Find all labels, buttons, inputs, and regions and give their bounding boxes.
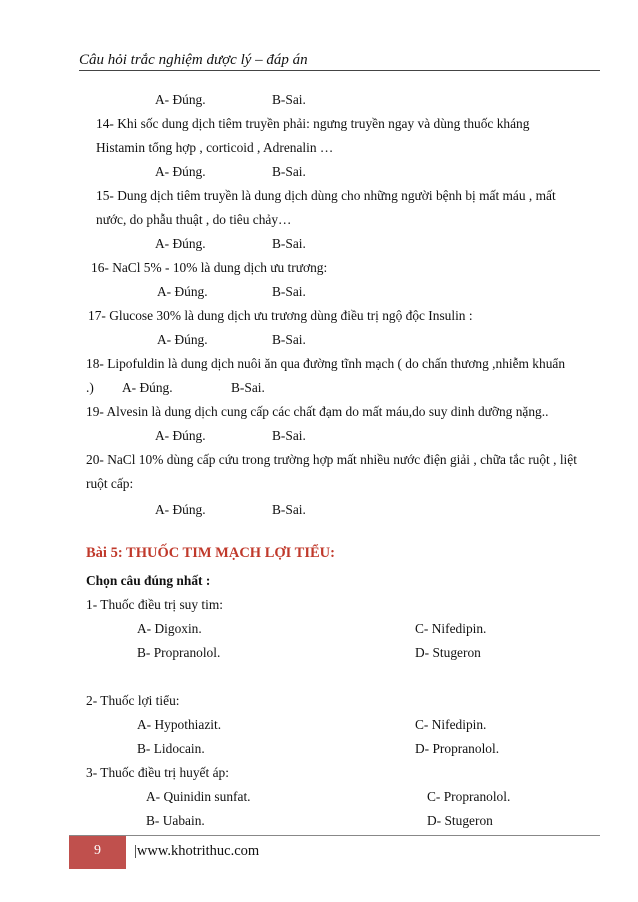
mcq-option-b: B- Uabain. <box>146 813 205 828</box>
question-20-line-1: 20- NaCl 10% dùng cấp cứu trong trường hợp mất nhiều nước điện giải , chữa tắc ruột , liệt <box>86 452 577 467</box>
mcq-option-d: D- Stugeron <box>427 813 493 828</box>
answer-a: A- Đúng. <box>155 164 206 179</box>
question-17: 17- Glucose 30% là dung dịch ưu trương dùng điều trị ngộ độc Insulin : <box>88 308 473 323</box>
mcq-option-a: A- Digoxin. <box>137 621 202 636</box>
question-19: 19- Alvesin là dung dịch cung cấp các chất đạm do mất máu,do suy dinh dưỡng nặng.. <box>86 404 549 419</box>
answer-a: A- Đúng. <box>155 92 206 107</box>
footer-rule <box>69 835 600 836</box>
mcq-option-d: D- Propranolol. <box>415 741 500 756</box>
answer-a: A- Đúng. <box>122 380 173 395</box>
mcq-option-a: A- Hypothiazit. <box>137 717 222 732</box>
answer-b: B-Sai. <box>231 380 265 395</box>
header-rule <box>79 70 600 71</box>
answer-a: A- Đúng. <box>157 332 208 347</box>
answer-b: B-Sai. <box>272 236 306 251</box>
mcq-question: 3- Thuốc điều trị huyết áp: <box>86 765 229 780</box>
mcq-option-d: D- Stugeron <box>415 645 481 660</box>
answer-a: A- Đúng. <box>155 428 206 443</box>
mcq-option-b: B- Lidocain. <box>137 741 205 756</box>
mcq-option-c: C- Nifedipin. <box>415 717 487 732</box>
answer-b: B-Sai. <box>272 92 306 107</box>
mcq-option-c: C- Propranolol. <box>427 789 511 804</box>
mcq-option-a: A- Quinidin sunfat. <box>146 789 251 804</box>
question-15-line-2: nước, do phẫu thuật , do tiêu chảy… <box>96 212 292 227</box>
question-14-line-1: 14- Khi sốc dung dịch tiêm truyền phải: ngưng truyền ngay và dùng thuốc kháng <box>96 116 530 131</box>
question-14-line-2: Histamin tổng hợp , corticoid , Adrenalin … <box>96 140 334 155</box>
answer-a: A- Đúng. <box>155 236 206 251</box>
page-number: 9 <box>69 836 126 869</box>
answer-b: B-Sai. <box>272 332 306 347</box>
answer-b: B-Sai. <box>272 164 306 179</box>
answer-b: B-Sai. <box>272 428 306 443</box>
answer-b: B-Sai. <box>272 284 306 299</box>
question-18-line-1: 18- Lipofuldin là dung dịch nuôi ăn qua đường tĩnh mạch ( do chấn thương ,nhiễm khuẩn <box>86 356 566 371</box>
section-title: Bài 5: THUỐC TIM MẠCH LỢI TIỂU: <box>86 545 335 561</box>
question-16: 16- NaCl 5% - 10% là dung dịch ưu trương: <box>91 260 328 275</box>
answer-a: A- Đúng. <box>155 502 206 517</box>
question-15-line-1: 15- Dung dịch tiêm truyền là dung dịch dùng cho những người bệnh bị mất máu , mất <box>96 188 556 203</box>
question-20-line-2: ruột cấp: <box>86 476 134 491</box>
answer-a: A- Đúng. <box>157 284 208 299</box>
mcq-question: 1- Thuốc điều trị suy tim: <box>86 597 223 612</box>
answer-b: B-Sai. <box>272 502 306 517</box>
mcq-option-c: C- Nifedipin. <box>415 621 487 636</box>
question-18-line-2: .) <box>86 380 94 395</box>
section-instruction: Chọn câu đúng nhất : <box>86 573 211 588</box>
running-header-title: Câu hỏi trắc nghiệm dược lý – đáp án <box>79 52 308 68</box>
footer-website-link[interactable]: |www.khotrithuc.com <box>134 843 260 859</box>
mcq-question: 2- Thuốc lợi tiểu: <box>86 693 180 708</box>
mcq-option-b: B- Propranolol. <box>137 645 221 660</box>
